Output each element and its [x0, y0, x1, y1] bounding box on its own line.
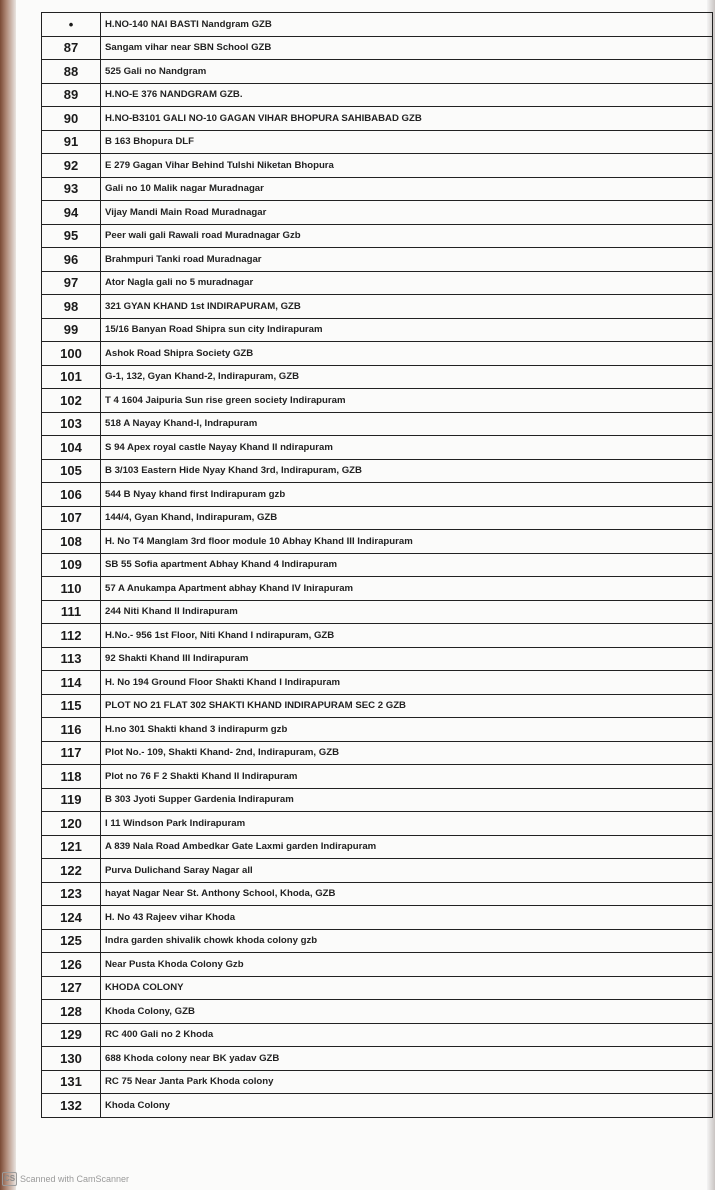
address-cell: E 279 Gagan Vihar Behind Tulshi Niketan Bhopura: [105, 159, 334, 171]
table-row: [42, 742, 712, 766]
address-cell: Plot no 76 F 2 Shakti Khand II Indirapuram: [105, 770, 298, 782]
table-row: [42, 977, 712, 1001]
serial-number: 130: [42, 1047, 101, 1070]
serial-number: •: [42, 13, 101, 36]
table-row: [42, 107, 712, 131]
serial-number: 95: [42, 225, 101, 248]
watermark-text: Scanned with CamScanner: [20, 1174, 130, 1184]
serial-number: 117: [42, 742, 101, 765]
address-table: [41, 12, 713, 1118]
table-row: [42, 483, 712, 507]
address-cell: Ator Nagla gali no 5 muradnagar: [105, 277, 254, 289]
table-row: [42, 1024, 712, 1048]
serial-number: 94: [42, 201, 101, 224]
serial-number: 100: [42, 342, 101, 365]
table-row: [42, 436, 712, 460]
table-row: [42, 201, 712, 225]
table-row: [42, 671, 712, 695]
address-cell: Gali no 10 Malik nagar Muradnagar: [105, 183, 264, 195]
address-cell: 15/16 Banyan Road Shipra sun city Indirapuram: [105, 324, 323, 336]
serial-number: 98: [42, 295, 101, 318]
address-cell: 92 Shakti Khand III Indirapuram: [105, 653, 249, 665]
serial-number: 90: [42, 107, 101, 130]
table-row: [42, 366, 712, 390]
table-row: [42, 695, 712, 719]
table-row: [42, 859, 712, 883]
table-row: [42, 577, 712, 601]
serial-number: 113: [42, 648, 101, 671]
address-cell: SB 55 Sofia apartment Abhay Khand 4 Indirapuram: [105, 559, 338, 571]
serial-number: 132: [42, 1094, 101, 1117]
serial-number: 102: [42, 389, 101, 412]
serial-number: 105: [42, 460, 101, 483]
table-row: [42, 272, 712, 296]
camscanner-logo-icon: CS: [2, 1172, 17, 1186]
serial-number: 91: [42, 131, 101, 154]
table-row: [42, 154, 712, 178]
serial-number: 114: [42, 671, 101, 694]
serial-number: 129: [42, 1024, 101, 1047]
address-cell: RC 75 Near Janta Park Khoda colony: [105, 1076, 274, 1088]
serial-number: 93: [42, 178, 101, 201]
serial-number: 103: [42, 413, 101, 436]
table-row: [42, 319, 712, 343]
serial-number: 108: [42, 530, 101, 553]
address-cell: I 11 Windson Park Indirapuram: [105, 817, 246, 829]
serial-number: 101: [42, 366, 101, 389]
table-row: [42, 930, 712, 954]
serial-number: 115: [42, 695, 101, 718]
serial-number: 128: [42, 1000, 101, 1023]
serial-number: 96: [42, 248, 101, 271]
table-row: [42, 225, 712, 249]
address-cell: hayat Nagar Near St. Anthony School, Khoda, GZB: [105, 888, 336, 900]
table-row: [42, 765, 712, 789]
address-cell: Plot No.- 109, Shakti Khand- 2nd, Indirapuram, GZB: [105, 747, 340, 759]
address-cell: H.No.- 956 1st Floor, Niti Khand I ndirapuram, GZB: [105, 629, 335, 641]
address-cell: Ashok Road Shipra Society GZB: [105, 347, 254, 359]
table-row: [42, 389, 712, 413]
address-cell: KHODA COLONY: [105, 982, 184, 994]
address-cell: H. No 194 Ground Floor Shakti Khand I Indirapuram: [105, 676, 341, 688]
address-cell: H.NO-E 376 NANDGRAM GZB.: [105, 89, 243, 101]
serial-number: 125: [42, 930, 101, 953]
table-row: [42, 178, 712, 202]
serial-number: 87: [42, 37, 101, 60]
serial-number: 111: [42, 601, 101, 624]
serial-number: 124: [42, 906, 101, 929]
table-row: [42, 37, 712, 61]
table-row: [42, 554, 712, 578]
table-row: [42, 883, 712, 907]
serial-number: 107: [42, 507, 101, 530]
address-cell: Near Pusta Khoda Colony Gzb: [105, 958, 244, 970]
serial-number: 97: [42, 272, 101, 295]
serial-number: 131: [42, 1071, 101, 1094]
table-row: [42, 624, 712, 648]
table-row: [42, 131, 712, 155]
serial-number: 126: [42, 953, 101, 976]
table-row: [42, 84, 712, 108]
address-cell: Khoda Colony, GZB: [105, 1005, 195, 1017]
serial-number: 119: [42, 789, 101, 812]
table-row: [42, 60, 712, 84]
serial-number: 122: [42, 859, 101, 882]
serial-number: 121: [42, 836, 101, 859]
table-row: [42, 530, 712, 554]
serial-number: 92: [42, 154, 101, 177]
address-cell: Khoda Colony: [105, 1099, 171, 1111]
address-cell: 525 Gali no Nandgram: [105, 65, 207, 77]
address-cell: Indra garden shivalik chowk khoda colony gzb: [105, 935, 318, 947]
serial-number: 112: [42, 624, 101, 647]
address-cell: 688 Khoda colony near BK yadav GZB: [105, 1052, 280, 1064]
table-row: [42, 248, 712, 272]
address-cell: 544 B Nyay khand first Indirapuram gzb: [105, 488, 286, 500]
table-row: [42, 812, 712, 836]
table-row: [42, 1047, 712, 1071]
table-row: [42, 601, 712, 625]
table-row: [42, 906, 712, 930]
address-cell: 57 A Anukampa Apartment abhay Khand IV Inirapuram: [105, 582, 354, 594]
table-row: [42, 836, 712, 860]
serial-number: 109: [42, 554, 101, 577]
serial-number: 89: [42, 84, 101, 107]
address-cell: B 303 Jyoti Supper Gardenia Indirapuram: [105, 794, 294, 806]
address-cell: Vijay Mandi Main Road Muradnagar: [105, 206, 267, 218]
table-row: [42, 1071, 712, 1095]
address-cell: Sangam vihar near SBN School GZB: [105, 42, 272, 54]
serial-number: 99: [42, 319, 101, 342]
table-row: [42, 342, 712, 366]
address-cell: Purva Dulichand Saray Nagar all: [105, 864, 253, 876]
table-row: [42, 413, 712, 437]
address-cell: T 4 1604 Jaipuria Sun rise green society Indirapuram: [105, 394, 346, 406]
table-row: [42, 789, 712, 813]
address-cell: H.NO-140 NAI BASTI Nandgram GZB: [105, 18, 272, 30]
scanner-watermark: [2, 1172, 129, 1186]
address-cell: RC 400 Gali no 2 Khoda: [105, 1029, 214, 1041]
table-row: [42, 953, 712, 977]
table-row: [42, 718, 712, 742]
serial-number: 120: [42, 812, 101, 835]
page-edge-left: [0, 0, 16, 1190]
address-cell: 244 Niti Khand II Indirapuram: [105, 606, 238, 618]
address-cell: 321 GYAN KHAND 1st INDIRAPURAM, GZB: [105, 300, 301, 312]
serial-number: 123: [42, 883, 101, 906]
address-cell: H.NO-B3101 GALI NO-10 GAGAN VIHAR BHOPURA SAHIBABAD GZB: [105, 112, 422, 124]
address-cell: 144/4, Gyan Khand, Indirapuram, GZB: [105, 512, 278, 524]
serial-number: 106: [42, 483, 101, 506]
address-cell: PLOT NO 21 FLAT 302 SHAKTI KHAND INDIRAPURAM SEC 2 GZB: [105, 700, 406, 712]
address-cell: G-1, 132, Gyan Khand-2, Indirapuram, GZB: [105, 371, 300, 383]
serial-number: 116: [42, 718, 101, 741]
serial-number: 88: [42, 60, 101, 83]
serial-number: 110: [42, 577, 101, 600]
serial-number: 127: [42, 977, 101, 1000]
address-cell: Brahmpuri Tanki road Muradnagar: [105, 253, 262, 265]
table-row: [42, 295, 712, 319]
table-row: [42, 460, 712, 484]
table-row: [42, 648, 712, 672]
address-cell: B 163 Bhopura DLF: [105, 136, 195, 148]
address-cell: Peer wali gali Rawali road Muradnagar Gzb: [105, 230, 301, 242]
address-cell: H. No T4 Manglam 3rd floor module 10 Abhay Khand III Indirapuram: [105, 535, 413, 547]
serial-number: 104: [42, 436, 101, 459]
address-cell: H. No 43 Rajeev vihar Khoda: [105, 911, 236, 923]
serial-number: 118: [42, 765, 101, 788]
table-row: [42, 507, 712, 531]
address-cell: H.no 301 Shakti khand 3 indirapurm gzb: [105, 723, 288, 735]
table-row: [42, 13, 712, 37]
table-row: [42, 1000, 712, 1024]
address-cell: A 839 Nala Road Ambedkar Gate Laxmi garden Indirapuram: [105, 841, 377, 853]
address-cell: B 3/103 Eastern Hide Nyay Khand 3rd, Indirapuram, GZB: [105, 465, 362, 477]
address-cell: S 94 Apex royal castle Nayay Khand II ndirapuram: [105, 441, 333, 453]
address-cell: 518 A Nayay Khand-I, Indrapuram: [105, 418, 258, 430]
table-row: [42, 1094, 712, 1118]
